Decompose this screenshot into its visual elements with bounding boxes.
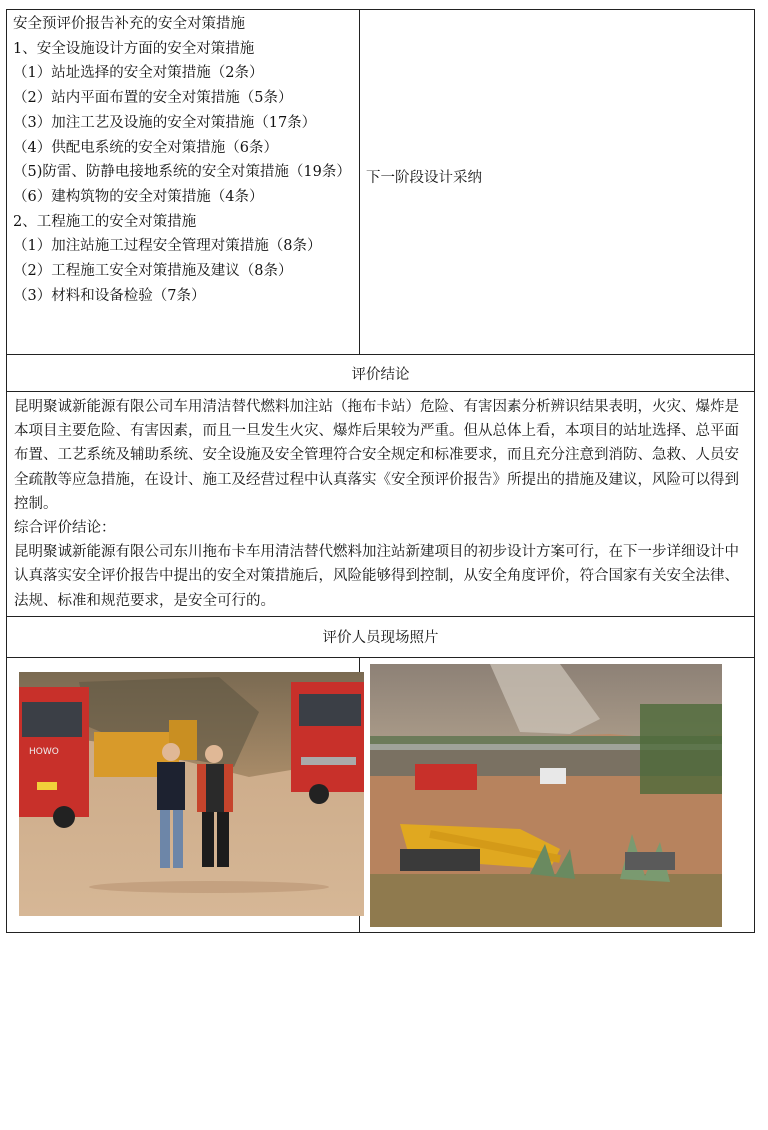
summary-paragraph: 昆明聚诚新能源有限公司东川拖布卡车用清洁替代燃料加注站新建项目的初步设计方案可行，在下一步详细设计中认真落实安全评价报告中提出的安全对策措施后，风险能够得到控制，从安全角度评价，符合国家有关安全法律、法规、标准和规范要求，是安全可行的。	[14, 544, 739, 609]
evaluation-table	[6, 9, 755, 933]
photos-heading: 评价人员现场照片	[7, 616, 755, 657]
site-photo-inspectors	[19, 672, 364, 916]
measure-item: （6）建构筑物的安全对策措施（4条）	[13, 188, 264, 205]
measure-item: （1）加注站施工过程安全管理对策措施（8条）	[13, 238, 322, 255]
measure-item: （3）加注工艺及设施的安全对策措施（17条）	[13, 114, 317, 131]
evaluation-heading: 评价结论	[7, 355, 755, 392]
site-photo-crane	[370, 664, 722, 927]
adoption-note: 下一阶段设计采纳	[366, 169, 482, 186]
summary-label: 综合评价结论：	[14, 520, 116, 537]
measure-item: （2）工程施工安全对策措施及建议（8条）	[13, 263, 293, 280]
measure-item: （2）站内平面布置的安全对策措施（5条）	[13, 90, 293, 107]
measure-item: （1）站址选择的安全对策措施（2条）	[13, 65, 264, 82]
adoption-note-cell	[360, 10, 755, 355]
measure-item: （4）供配电系统的安全对策措施（6条）	[13, 139, 278, 156]
measures-section-2: 2、工程施工的安全对策措施	[13, 213, 197, 230]
evaluation-conclusion	[7, 392, 755, 617]
conclusion-paragraph: 昆明聚诚新能源有限公司车用清洁替代燃料加注站（拖布卡站）危险、有害因素分析辨识结果表明，火灾、爆炸是本项目主要危险、有害因素，而且一旦发生火灾、爆炸后果较为严重。但从总体上看，本项目的站址选择、总平面布置、工艺系统及辅助系统、安全设施及安全管理符合安全规定和标准要求，而且充分注意到消防、急救、人员安全疏散等应急措施，在设计、施工及经营过程中认真落实《安全预评价报告》所提出的措施及建议，风险可以得到控制。	[14, 399, 739, 512]
photo-cell-right	[360, 657, 755, 932]
measures-section-1: 1、安全设施设计方面的安全对策措施	[13, 40, 255, 57]
safety-measures-list	[7, 10, 360, 355]
measures-title: 安全预评价报告补充的安全对策措施	[13, 16, 245, 32]
photo-cell-left	[7, 657, 360, 932]
evaluation-document	[6, 9, 754, 933]
truck-brand-label: HOWO	[29, 746, 59, 757]
measure-item: （5)防雷、防静电接地系统的安全对策措施（19条）	[13, 164, 351, 181]
measure-item: （3）材料和设备检验（7条）	[13, 287, 206, 304]
